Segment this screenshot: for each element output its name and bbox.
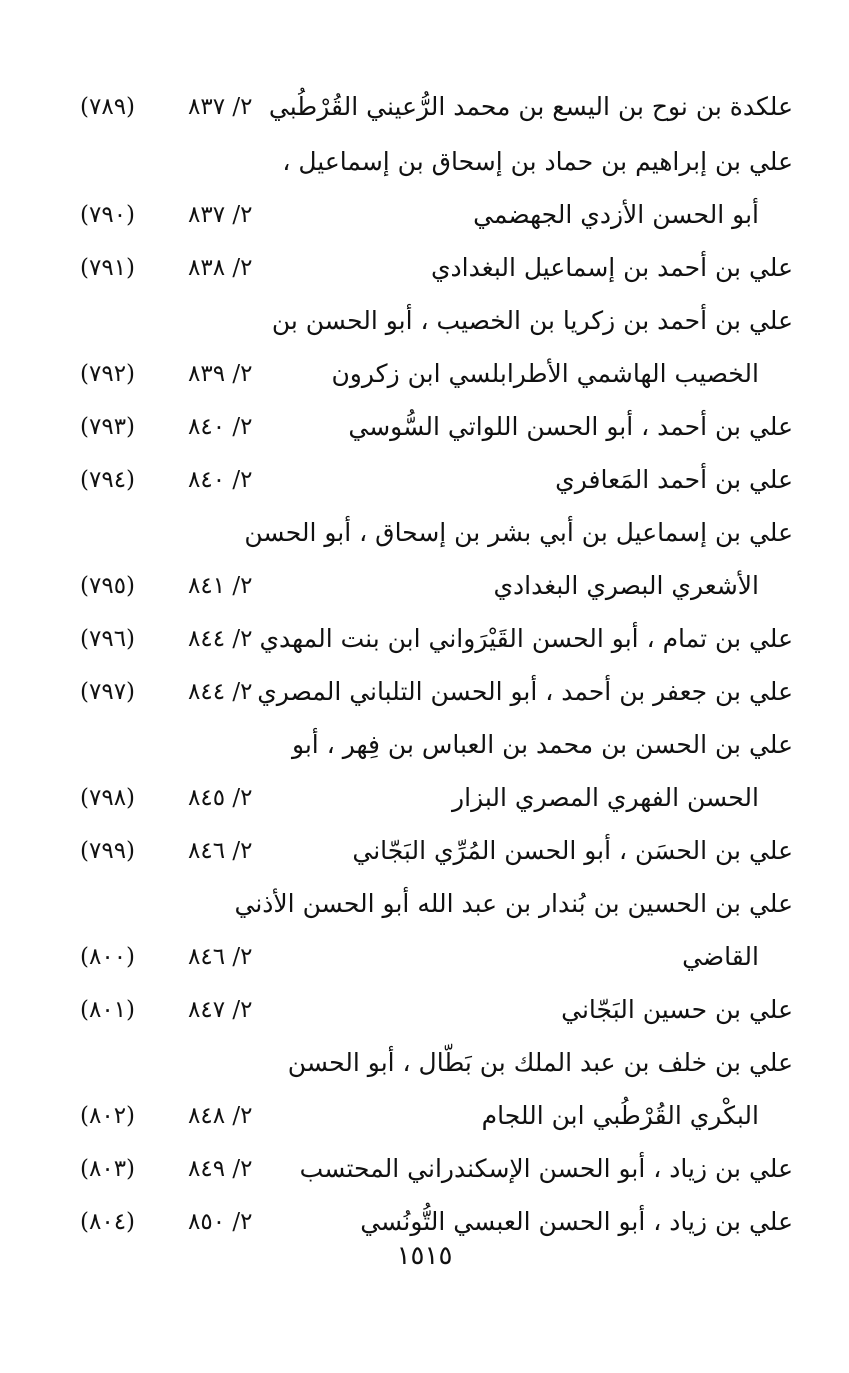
entry-volume-page: ٢/ ٨٤٦ [188, 944, 253, 970]
entry-volume-page: ٢/ ٨٤١ [188, 573, 253, 599]
entry-volume-page: ٢/ ٨٥٠ [188, 1209, 253, 1235]
entry-number: (٧٩٨) [80, 785, 136, 811]
entry-name: علي بن خلف بن عبد الملك بن بَطّال ، أبو الحسن [287, 1048, 793, 1077]
index-entry [80, 985, 793, 1035]
entry-name: الأشعري البصري البغدادي [493, 571, 759, 600]
index-entry [80, 455, 793, 505]
index-entry [80, 1144, 793, 1194]
entry-number: (٨٠٢) [80, 1103, 136, 1129]
index-entry [80, 614, 793, 664]
index-entry [80, 508, 793, 558]
entry-name: علي بن الحسَن ، أبو الحسن المُرِّي البَجّاني [352, 836, 793, 865]
index-entry [80, 720, 793, 770]
entry-number: (٧٩٤) [80, 467, 136, 493]
entry-number: (٨٠١) [80, 997, 136, 1023]
index-entry [80, 561, 793, 611]
entry-volume-page: ٢/ ٨٣٨ [188, 255, 253, 281]
entry-name: علي بن إسماعيل بن أبي بشر بن إسحاق ، أبو الحسن [244, 518, 793, 547]
index-entry [80, 667, 793, 717]
entry-name: الحسن الفهري المصري البزار [452, 783, 759, 812]
entry-name: علي بن أحمد بن زكريا بن الخصيب ، أبو الحسن بن [271, 306, 793, 335]
entry-volume-page: ٢/ ٨٤٨ [188, 1103, 253, 1129]
index-entry [80, 826, 793, 876]
entry-number: (٧٩٣) [80, 414, 136, 440]
entry-number: (٧٩٦) [80, 626, 136, 652]
index-entry [80, 349, 793, 399]
entry-name: علي بن حسين البَجّاني [561, 995, 793, 1024]
index-entry [80, 1091, 793, 1141]
entry-name: علي بن جعفر بن أحمد ، أبو الحسن التلباني المصري [257, 677, 793, 706]
entry-name: علي بن زياد ، أبو الحسن الإسكندراني المحتسب [299, 1154, 793, 1183]
index-entry [80, 137, 793, 187]
index-entry [80, 402, 793, 452]
index-entry [80, 879, 793, 929]
entry-number: (٧٨٩) [80, 94, 136, 120]
entry-number: (٧٩٢) [80, 361, 136, 387]
entry-volume-page: ٢/ ٨٣٧ [188, 94, 253, 120]
entry-name: أبو الحسن الأزدي الجهضمي [473, 200, 759, 229]
entry-number: (٨٠٤) [80, 1209, 136, 1235]
entry-number: (٧٩٧) [80, 679, 136, 705]
page-number: ١٥١٥ [396, 1241, 453, 1271]
index-entry [80, 190, 793, 240]
entry-volume-page: ٢/ ٨٣٩ [188, 361, 253, 387]
entry-name: علي بن أحمد بن إسماعيل البغدادي [430, 253, 793, 282]
entry-name: علي بن أحمد ، أبو الحسن اللواتي السُّوسي [348, 412, 793, 441]
entry-volume-page: ٢/ ٨٤٤ [188, 679, 253, 705]
entry-name: علي بن زياد ، أبو الحسن العبسي التُّونُسي [360, 1207, 793, 1236]
index-entry [80, 773, 793, 823]
index-entry [80, 243, 793, 293]
entry-name: علي بن تمام ، أبو الحسن القَيْرَواني ابن بنت المهدي [259, 624, 793, 653]
entry-name: علي بن أحمد المَعافري [555, 465, 793, 494]
entry-volume-page: ٢/ ٨٤٩ [188, 1156, 253, 1182]
entry-volume-page: ٢/ ٨٤٠ [188, 467, 253, 493]
entry-name: علي بن إبراهيم بن حماد بن إسحاق بن إسماعيل ، [282, 147, 793, 176]
index-entry [80, 932, 793, 982]
entry-number: (٧٩٩) [80, 838, 136, 864]
entry-volume-page: ٢/ ٨٤٠ [188, 414, 253, 440]
entry-name: الخصيب الهاشمي الأطرابلسي ابن زكرون [331, 359, 759, 388]
entry-number: (٨٠٠) [80, 944, 136, 970]
entry-name: القاضي [682, 942, 759, 971]
entry-number: (٧٩٥) [80, 573, 136, 599]
entry-name: علي بن الحسين بن بُندار بن عبد الله أبو الحسن الأذني [234, 889, 793, 918]
index-entry [80, 1038, 793, 1088]
entry-volume-page: ٢/ ٨٤٦ [188, 838, 253, 864]
entry-number: (٨٠٣) [80, 1156, 136, 1182]
entry-number: (٧٩١) [80, 255, 136, 281]
entry-volume-page: ٢/ ٨٤٥ [188, 785, 253, 811]
index-entry [80, 82, 793, 132]
entry-name: علكدة بن نوح بن اليسع بن محمد الرُّعيني القُرْطُبي [268, 92, 793, 121]
entry-name: البكْري القُرْطُبي ابن اللجام [481, 1101, 759, 1130]
index-entry [80, 296, 793, 346]
entry-number: (٧٩٠) [80, 202, 136, 228]
entry-volume-page: ٢/ ٨٤٤ [188, 626, 253, 652]
entry-volume-page: ٢/ ٨٤٧ [188, 997, 253, 1023]
entry-name: علي بن الحسن بن محمد بن العباس بن فِهر ، أبو [291, 730, 793, 759]
entry-volume-page: ٢/ ٨٣٧ [188, 202, 253, 228]
